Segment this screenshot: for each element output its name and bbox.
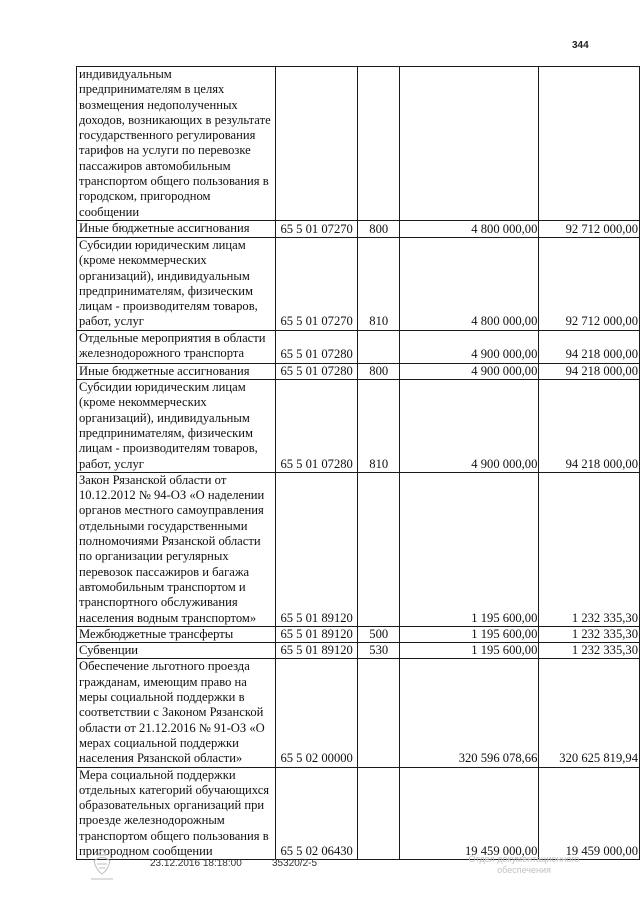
- row-expense-type: [358, 659, 400, 767]
- row-description: Межбюджетные трансферты: [77, 626, 276, 642]
- table-row: [77, 659, 640, 767]
- row-amount-2: 94 218 000,00: [539, 380, 640, 473]
- row-expense-type: [358, 330, 400, 363]
- row-description: Субсидии юридическим лицам (кроме некоммерческих организаций), индивидуальным предпринимателям, физическим лицам - производителям товаров, работ, услуг: [77, 380, 276, 473]
- row-amount-2: 19 459 000,00: [539, 767, 640, 860]
- table-row: [77, 626, 640, 642]
- row-amount-2: 1 232 335,30: [539, 626, 640, 642]
- row-amount-2: 320 625 819,94: [539, 659, 640, 767]
- row-description: Субвенции: [77, 643, 276, 659]
- row-description: Отдельные мероприятия в области железнодорожного транспорта: [77, 330, 276, 363]
- row-amount-2: 94 218 000,00: [539, 363, 640, 379]
- row-amount-1: 4 900 000,00: [400, 363, 539, 379]
- row-code: 65 5 01 07280: [275, 330, 358, 363]
- row-amount-1: 4 900 000,00: [400, 330, 539, 363]
- row-code: 65 5 01 07280: [275, 363, 358, 379]
- row-expense-type: 530: [358, 643, 400, 659]
- row-expense-type: 810: [358, 238, 400, 331]
- page-number: 344: [572, 40, 589, 51]
- table-row: [77, 67, 640, 221]
- row-amount-1: 1 195 600,00: [400, 626, 539, 642]
- row-code: [275, 67, 358, 221]
- row-amount-1: 4 800 000,00: [400, 221, 539, 238]
- table-row: [77, 221, 640, 238]
- budget-table: [76, 66, 640, 860]
- row-amount-1: 4 800 000,00: [400, 238, 539, 331]
- footer-doc-id: 35320/2-5: [272, 858, 318, 869]
- table-row: [77, 767, 640, 860]
- row-expense-type: 800: [358, 221, 400, 238]
- row-amount-1: 1 195 600,00: [400, 472, 539, 626]
- row-expense-type: 810: [358, 380, 400, 473]
- table-row: [77, 643, 640, 659]
- row-code: 65 5 01 07270: [275, 221, 358, 238]
- row-amount-2: 1 232 335,30: [539, 472, 640, 626]
- row-expense-type: 800: [358, 363, 400, 379]
- row-code: 65 5 02 06430: [275, 767, 358, 860]
- table-row: [77, 472, 640, 626]
- row-description: Субсидии юридическим лицам (кроме некоммерческих организаций), индивидуальным предпринимателям, физическим лицам - производителям товаров, работ, услуг: [77, 238, 276, 331]
- table-row: [77, 238, 640, 331]
- row-amount-2: 94 218 000,00: [539, 330, 640, 363]
- row-expense-type: [358, 67, 400, 221]
- row-amount-1: 19 459 000,00: [400, 767, 539, 860]
- row-amount-1: [400, 67, 539, 221]
- row-code: 65 5 01 89120: [275, 643, 358, 659]
- table-row: [77, 363, 640, 379]
- footer-date: 23.12.2016 18:18:00: [150, 858, 242, 869]
- row-expense-type: 500: [358, 626, 400, 642]
- table-row: [77, 330, 640, 363]
- emblem-stamp-icon: [88, 846, 116, 882]
- row-description: Обеспечение льготного проезда гражданам, имеющим право на меры социальной поддержки в соответствии с Законом Рязанской области от 21.12.2016 № 91-ОЗ «О мерах социальной поддержки населения Рязанской области»: [77, 659, 276, 767]
- row-amount-1: 320 596 078,66: [400, 659, 539, 767]
- row-expense-type: [358, 472, 400, 626]
- row-code: 65 5 02 00000: [275, 659, 358, 767]
- row-code: 65 5 01 89120: [275, 626, 358, 642]
- row-amount-2: 1 232 335,30: [539, 643, 640, 659]
- row-description: Мера социальной поддержки отдельных категорий обучающихся образовательных организаций при проезде железнодорожным транспортом общего пользования в пригородном сообщении: [77, 767, 276, 860]
- row-code: 65 5 01 07270: [275, 238, 358, 331]
- row-code: 65 5 01 89120: [275, 472, 358, 626]
- row-description: Иные бюджетные ассигнования: [77, 221, 276, 238]
- row-amount-2: 92 712 000,00: [539, 221, 640, 238]
- table-row: [77, 380, 640, 473]
- row-amount-1: 1 195 600,00: [400, 643, 539, 659]
- footer-watermark: Отдел документационного обеспечения: [468, 854, 580, 875]
- row-amount-1: 4 900 000,00: [400, 380, 539, 473]
- row-description: индивидуальным предпринимателям в целях возмещения недополученных доходов, возникающих в результате государственного регулирования тарифов на услуги по перевозке пассажиров автомобильным транспортом общего пользования в городском, пригородном сообщении: [77, 67, 276, 221]
- row-description: Иные бюджетные ассигнования: [77, 363, 276, 379]
- row-amount-2: [539, 67, 640, 221]
- row-code: 65 5 01 07280: [275, 380, 358, 473]
- row-amount-2: 92 712 000,00: [539, 238, 640, 331]
- row-description: Закон Рязанской области от 10.12.2012 № 94-ОЗ «О наделении органов местного самоуправления отдельными государственными полномочиями Рязанской области по организации регулярных перевозок пассажиров и багажа автомобильным транспортом и транспортного обслуживания населения водным транспортом»: [77, 472, 276, 626]
- row-expense-type: [358, 767, 400, 860]
